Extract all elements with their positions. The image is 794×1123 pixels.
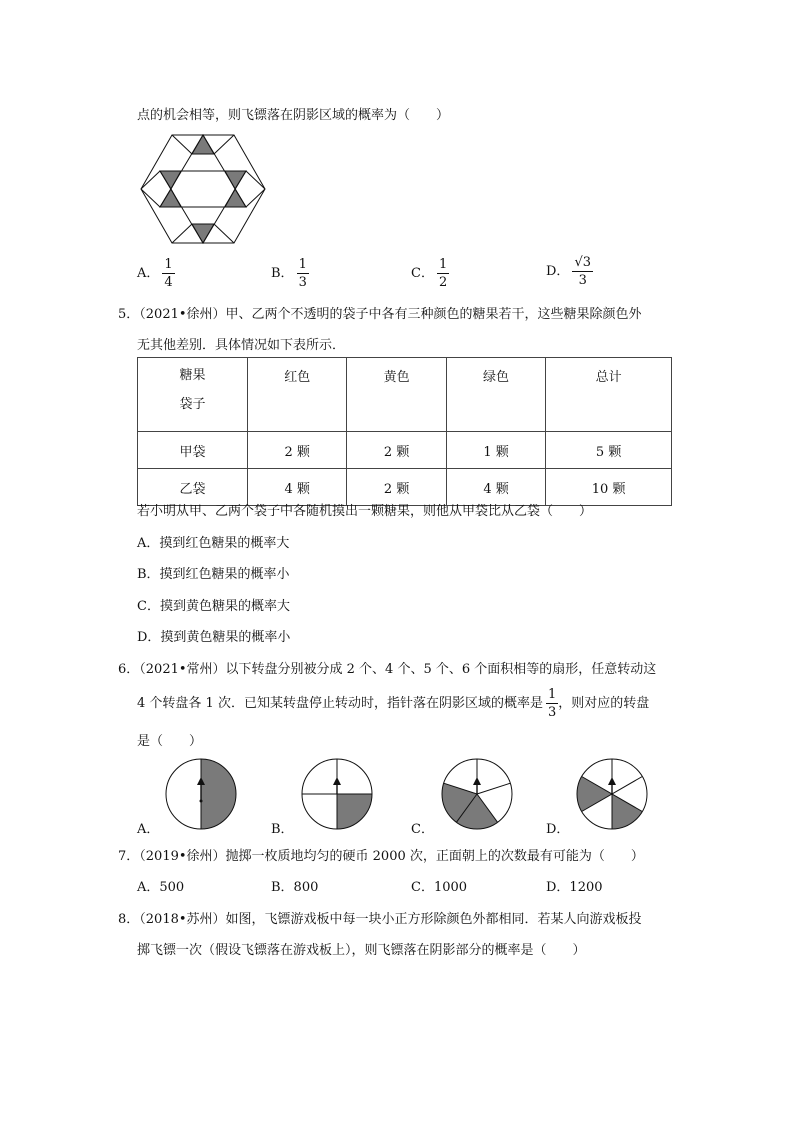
table-cell: 5 颗 [546,432,672,469]
table-header-row [138,358,672,432]
table-cell: 2 颗 [347,432,446,469]
table-row [138,432,672,469]
spinner-d [575,757,649,831]
table-header-cell: 黄色 [347,358,446,432]
q5-option-c: C．摸到黄色糖果的概率大 [137,599,290,614]
q6-option-b: B． [271,822,294,837]
table-row-label: 甲袋 [138,432,248,469]
q5-option-a: A．摸到红色糖果的概率大 [137,536,290,551]
q6-option-c: C． [411,822,434,837]
table-cell: 2 颗 [347,469,446,506]
table-cell: 4 颗 [446,469,545,506]
q4-option-b: B． $\frac{1}{3}$ [271,257,307,290]
table-cell: 10 颗 [546,469,672,506]
q7-option-d: D．1200 [546,880,603,895]
q5-option-d: D．摸到黄色糖果的概率小 [137,630,291,645]
table-header-cell: 绿色 [446,358,545,432]
q5-option-b: B．摸到红色糖果的概率小 [137,567,290,582]
q5-question: 若小明从甲、乙两个袋子中各随机摸出一颗糖果，则他从甲袋比从乙袋（ ） [137,504,593,519]
candy-table [137,357,672,506]
q6-option-d: D． [546,822,570,837]
q8-line2: 掷飞镖一次（假设飞镖落在游戏板上），则飞镖落在阴影部分的概率是（ ） [137,943,586,958]
q5-line2: 无其他差别．具体情况如下表所示． [137,338,346,353]
q7-option-a: A．500 [137,880,185,895]
spinner-a [164,757,238,831]
q6-option-a: A． [137,822,160,837]
spinner-b [300,757,374,831]
q8-line1: 8．（2018•苏州）如图，飞镖游戏板中每一块小正方形除颜色外都相同．若某人向游戏板投 [118,912,642,927]
table-corner-cell: 糖果 袋子 [138,358,248,432]
q7-line1: 7．（2019•徐州）抛掷一枚质地均匀的硬币 2000 次，正面朝上的次数最有可能为（ ） [118,849,644,864]
table-header-cell: 总计 [546,358,672,432]
q4-text: 点的机会相等，则飞镖落在阴影区域的概率为（ ） [137,108,450,123]
hexagram-figure [138,133,268,245]
table-row-label: 乙袋 [138,469,248,506]
q6-line3: 是（ ） [137,734,203,749]
q5-line1: 5．（2021•徐州）甲、乙两个不透明的袋子中各有三种颜色的糖果若干，这些糖果除颜色外 [118,307,642,322]
table-cell: 4 颗 [248,469,347,506]
q7-option-c: C．1000 [411,880,468,895]
table-header-cell: 红色 [248,358,347,432]
q4-option-c: C． $\frac{1}{2}$ [411,257,448,290]
q4-option-a: A． $\frac{1}{4}$ [137,257,173,290]
q6-line1: 6．（2021•常州）以下转盘分别被分成 2 个、4 个、5 个、6 个面积相等的扇形，任意转动这 [118,662,657,677]
q4-option-d: D． $\frac{√3}{3}$ [546,255,591,288]
q7-option-b: B．800 [271,880,319,895]
q6-line2: 4 个转盘各 1 次．已知某转盘停止转动时，指针落在阴影区域的概率是 $\frac{1}{3}$ ，则对应的转盘 [137,687,650,720]
table-cell: 2 颗 [248,432,347,469]
table-cell: 1 颗 [446,432,545,469]
spinner-c [440,757,514,831]
